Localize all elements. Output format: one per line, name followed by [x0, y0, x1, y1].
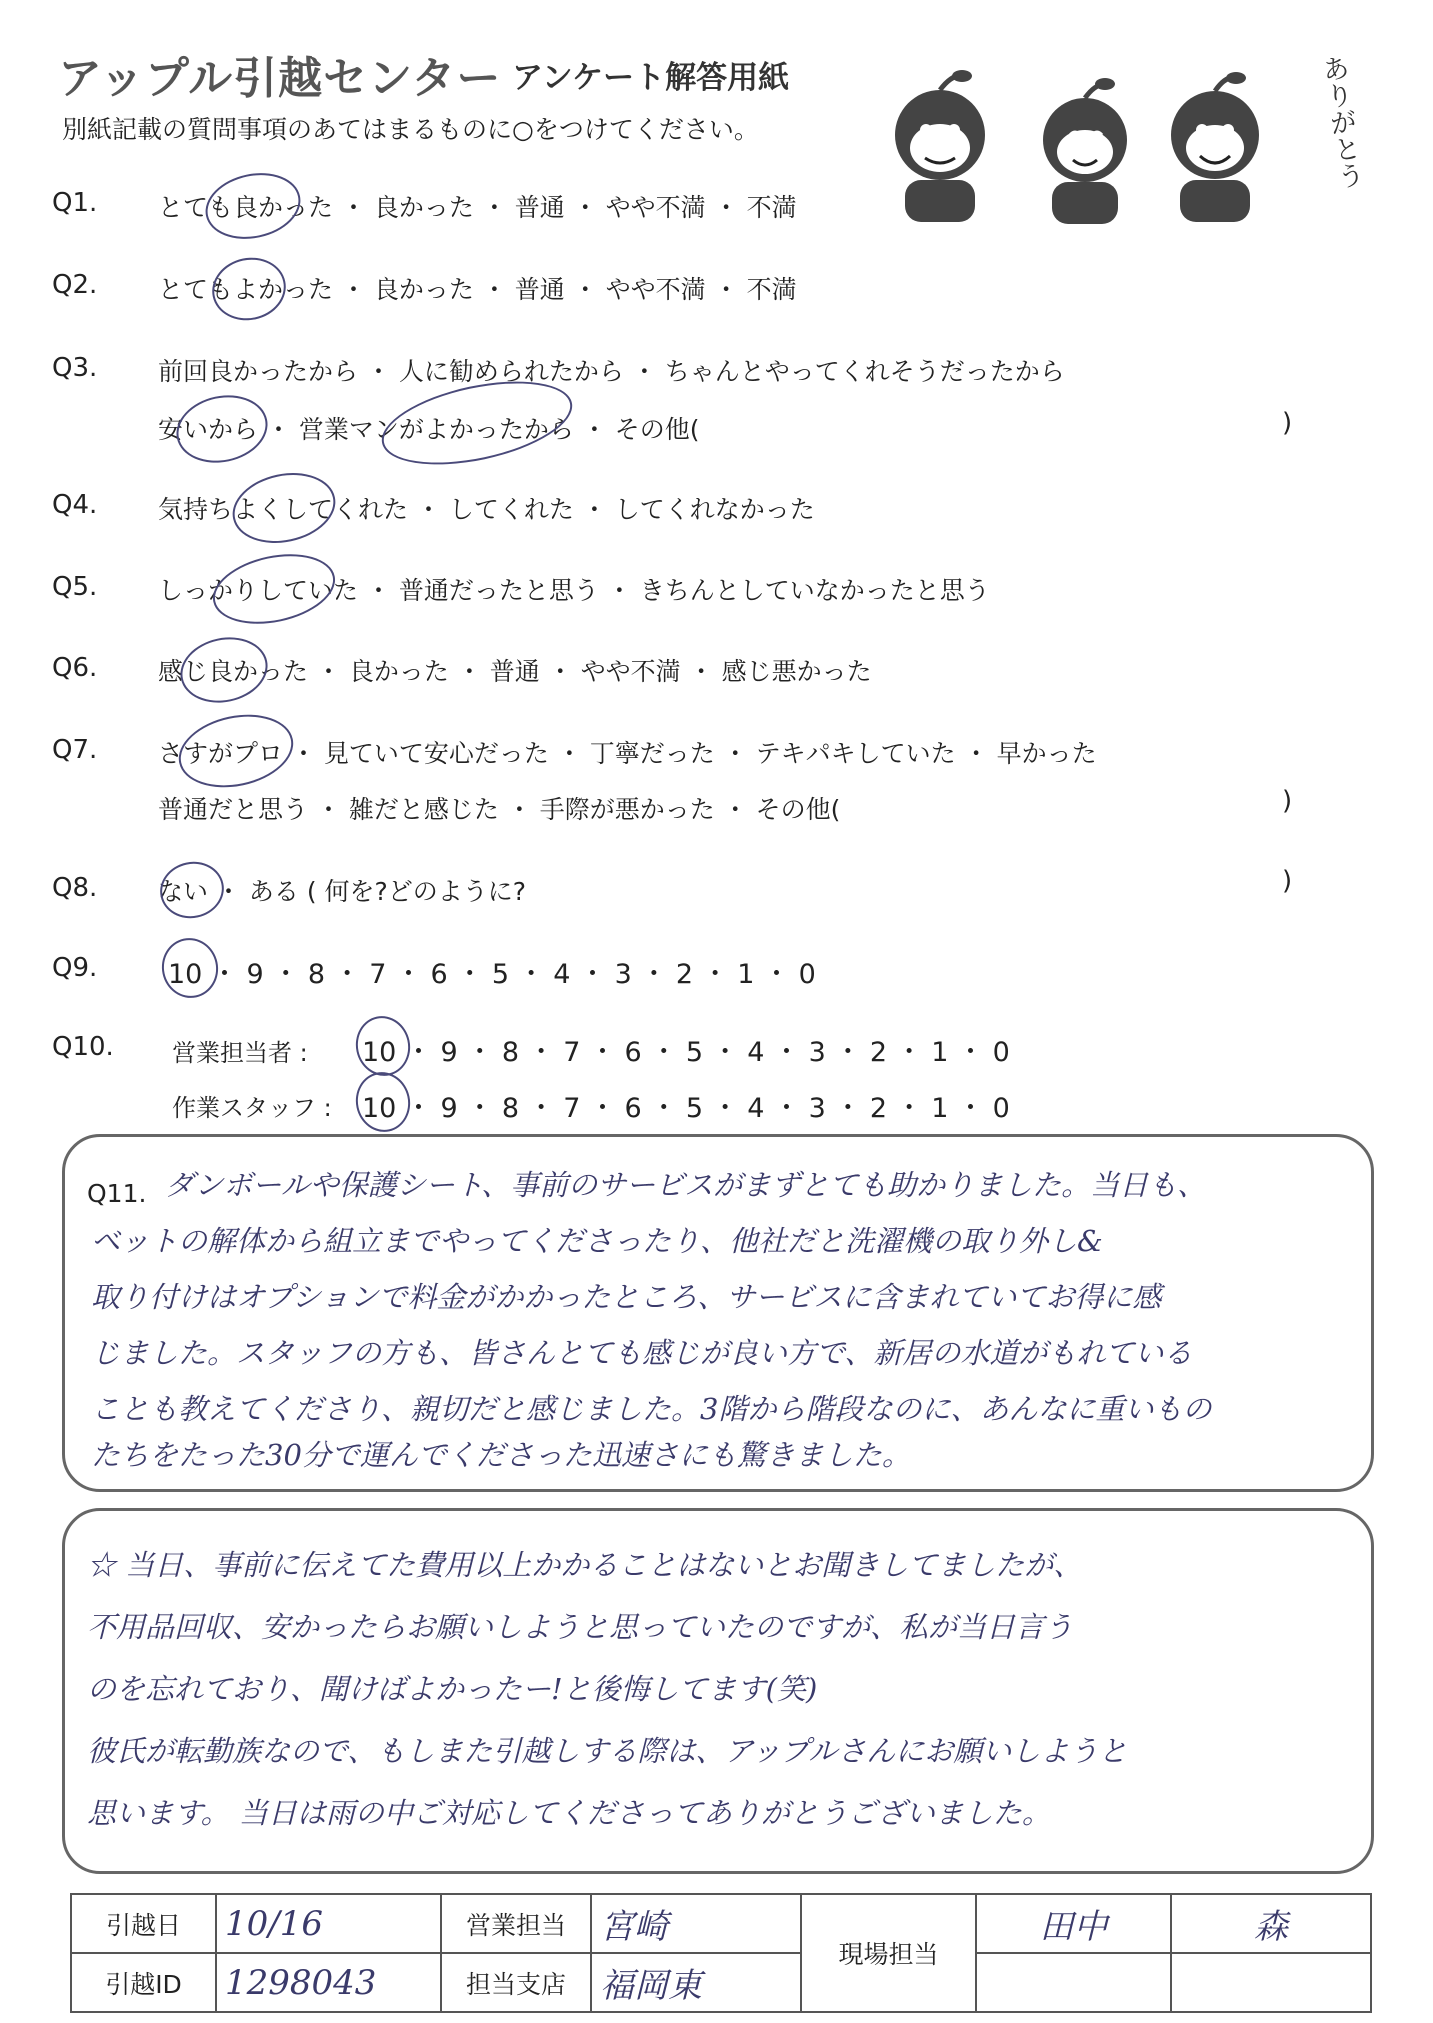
question-number: Q4. [52, 490, 98, 520]
question-number: Q1. [52, 188, 98, 218]
site-staff-empty-cell [976, 1953, 1171, 2012]
q5-options[interactable]: しっかりしていた ・ 普通だったと思う ・ きちんとしていなかったと思う [158, 576, 990, 605]
q6-options[interactable]: 感じ良かった ・ 良かった ・ 普通 ・ やや不満 ・ 感じ悪かった [158, 657, 872, 686]
q9-scale[interactable]: 10 ・ 9 ・ 8 ・ 7 ・ 6 ・ 5 ・ 4 ・ 3 ・ 2 ・ 1 ・ 0 [168, 959, 816, 990]
q7-options-line1[interactable]: さすがプロ ・ 見ていて安心だった ・ 丁寧だった ・ テキパキしていた ・ 早かった [158, 739, 1097, 768]
q11-number: Q11. [87, 1179, 147, 1208]
move-id-value: 1298043 [216, 1953, 441, 2012]
q11-line: ことも教えてくださり、親切だと感じました。3階から階段なのに、あんなに重いもの [91, 1392, 1212, 1426]
answer-circle [350, 1067, 415, 1137]
site-staff-name-1: 田中 [976, 1894, 1171, 1953]
brand-title: アップル引越センター [58, 53, 502, 104]
comment-line: ☆ 当日、事前に伝えてた費用以上かかることはないとお聞きしてましたが、 [87, 1548, 1083, 1582]
move-date-label: 引越日 [71, 1894, 216, 1953]
mascot-left-icon [895, 70, 985, 222]
answer-circle [170, 387, 274, 471]
sales-rep-label: 営業担当者 : [172, 1039, 308, 1067]
q7-options-line2[interactable]: 普通だと思う ・ 雑だと感じた ・ 手際が悪かった ・ その他( [158, 795, 841, 824]
q3-options-line2[interactable]: 安いから ・ 営業マンがよかったから ・ その他( [158, 415, 700, 444]
q11-line: たちをたった30分で運んでくださった迅速さにも驚きました。 [91, 1438, 911, 1472]
site-staff-empty-cell [1171, 1953, 1371, 2012]
answer-circle [199, 165, 306, 248]
branch-label: 担当支店 [441, 1953, 591, 2012]
q3-options-line1[interactable]: 前回良かったから ・ 人に勧められたから ・ ちゃんとやってくれそうだったから [158, 357, 1065, 386]
move-id-label: 引越ID [71, 1953, 216, 2012]
sales-rep-footer-label: 営業担当 [441, 1894, 591, 1953]
answer-circle [172, 705, 300, 798]
q11-line: ベットの解体から組立までやってくださったり、他社だと洗濯機の取り外し& [91, 1224, 1103, 1258]
question-number: Q8. [52, 873, 98, 903]
branch-value: 福岡東 [591, 1953, 801, 2012]
instruction-text: 別紙記載の質問事項のあてはまるものに○をつけてください。 [62, 115, 759, 144]
mascot-middle-icon [1043, 78, 1127, 224]
q11-line: 取り付けはオプションで料金がかかったところ、サービスに含まれていてお得に感 [91, 1280, 1162, 1314]
question-number: Q7. [52, 735, 98, 765]
comment-line: 不用品回収、安かったらお願いしようと思っていたのですが、私が当日言う [87, 1610, 1074, 1644]
answer-circle [226, 464, 342, 552]
sales-rep-scale[interactable]: 10 ・ 9 ・ 8 ・ 7 ・ 6 ・ 5 ・ 4 ・ 3 ・ 2 ・ 1 ・ 0 [362, 1037, 1010, 1068]
sales-rep-name: 宮崎 [591, 1894, 801, 1953]
question-number: Q6. [52, 653, 98, 683]
answer-circle [174, 630, 273, 711]
q4-options[interactable]: 気持ちよくしてくれた ・ してくれた ・ してくれなかった [158, 495, 815, 524]
question-number: Q5. [52, 572, 98, 602]
q11-line: ダンボールや保護シート、事前のサービスがまずとても助かりました。当日も、 [165, 1168, 1207, 1202]
close-paren: ) [1282, 866, 1293, 896]
question-number: Q3. [52, 353, 98, 383]
answer-circle [350, 1011, 415, 1081]
question-number: Q9. [52, 953, 98, 983]
question-number: Q2. [52, 270, 98, 300]
comment-line: 彼氏が転勤族なので、もしまた引越しする際は、アップルさんにお願いしようと [87, 1734, 1128, 1768]
answer-circle [206, 544, 341, 634]
close-paren: ) [1282, 408, 1293, 438]
move-info-table [70, 1893, 1372, 2013]
free-comment-box [62, 1508, 1374, 1874]
move-date-value: 10/16 [216, 1894, 441, 1953]
question-number: Q10. [52, 1032, 114, 1062]
q11-answer-box [62, 1134, 1374, 1492]
site-staff-label: 現場担当 [801, 1894, 976, 2012]
mascot-illustration [870, 40, 1370, 230]
q11-line: じました。スタッフの方も、皆さんとても感じが良い方で、新居の水道がもれている [91, 1336, 1193, 1370]
answer-circle [156, 933, 223, 1003]
q1-options[interactable]: とても良かった ・ 良かった ・ 普通 ・ やや不満 ・ 不満 [158, 193, 797, 222]
answer-circle [155, 856, 229, 924]
comment-line: 思います。 当日は雨の中ご対応してくださってありがとうございました。 [87, 1796, 1051, 1830]
close-paren: ) [1282, 786, 1293, 816]
work-staff-scale[interactable]: 10 ・ 9 ・ 8 ・ 7 ・ 6 ・ 5 ・ 4 ・ 3 ・ 2 ・ 1 ・ 0 [362, 1093, 1010, 1124]
comment-line: のを忘れており、聞けばよかったー!と後悔してます(笑) [87, 1672, 818, 1706]
q2-options[interactable]: とてもよかった ・ 良かった ・ 普通 ・ やや不満 ・ 不満 [158, 275, 797, 304]
mascot-right-icon [1171, 72, 1259, 222]
form-subtitle: アンケート解答用紙 [512, 60, 790, 96]
work-staff-label: 作業スタッフ : [172, 1094, 332, 1122]
thanks-text: ありがとう [1315, 53, 1366, 192]
site-staff-name-2: 森 [1171, 1894, 1371, 1953]
answer-circle [206, 251, 291, 327]
q8-options[interactable]: ない ・ ある ( 何を?どのように? [158, 877, 527, 906]
